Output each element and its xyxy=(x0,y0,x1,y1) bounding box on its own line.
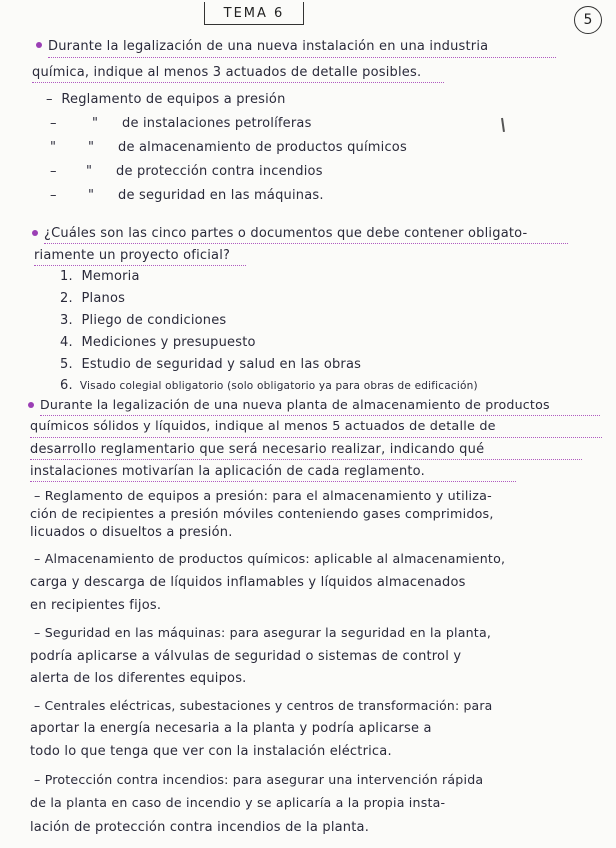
question-3-underline-2 xyxy=(30,437,602,438)
answer-3-line-2: podría aplicarse a válvulas de seguridad o sistemas de control y xyxy=(30,649,462,664)
answer-5-line-3: lación de protección contra incendios de la planta. xyxy=(30,820,370,835)
question-2-underline-2 xyxy=(34,265,246,266)
answer-2-line-3: en recipientes fijos. xyxy=(30,598,162,613)
answer-5-line-2: de la planta en caso de incendio y se aplicaría a la propia insta- xyxy=(30,795,446,810)
answer-3-line-3: alerta de los diferentes equipos. xyxy=(30,671,247,686)
pen-stroke-mark xyxy=(501,118,504,132)
question-1-underline-2 xyxy=(32,82,444,83)
q1-item-1-mark: – xyxy=(46,92,53,107)
q2-item-3-text: Pliego de condiciones xyxy=(81,313,227,328)
q1-item-4-text: de protección contra incendios xyxy=(116,164,323,179)
question-3-underline-4 xyxy=(30,481,516,482)
q1-item-4-ditto: " xyxy=(86,164,93,179)
page-number-badge: 5 xyxy=(574,6,602,34)
question-3-line-3: desarrollo reglamentario que será necesario realizar, indicando qué xyxy=(30,442,485,457)
q2-item-3 xyxy=(60,314,226,327)
answer-1-line-1: – Reglamento de equipos a presión: para el almacenamiento y utiliza- xyxy=(34,488,492,503)
q2-item-6-text: Visado colegial obligatorio (solo obligatorio ya para obras de edificación) xyxy=(79,380,478,392)
q2-item-1-num: 1. xyxy=(60,269,73,284)
question-3-line-4: instalaciones motivarían la aplicación de cada reglamento. xyxy=(30,464,425,479)
question-2-line-1: ¿Cuáles son las cinco partes o documentos que debe contener obligato- xyxy=(44,226,528,241)
question-3-underline-1 xyxy=(40,415,600,416)
q1-item-2-text: de instalaciones petrolíferas xyxy=(122,116,312,131)
q2-item-4 xyxy=(60,336,256,349)
q1-item-2-ditto: " xyxy=(92,116,99,131)
question-2-underline-1 xyxy=(44,243,568,244)
q1-item-2-mark: – xyxy=(50,116,57,131)
answer-4-line-3: todo lo que tenga que ver con la instalación eléctrica. xyxy=(30,744,392,759)
q1-item-3-mark: " xyxy=(50,140,57,155)
answer-1-line-2: ción de recipientes a presión móviles conteniendo gases comprimidos, xyxy=(30,506,494,521)
page-title: TEMA 6 xyxy=(204,2,304,25)
q2-item-5 xyxy=(60,358,361,371)
question-3-line-1: Durante la legalización de una nueva planta de almacenamiento de productos xyxy=(40,397,550,412)
q2-item-4-num: 4. xyxy=(60,335,73,350)
question-1-bullet xyxy=(36,42,42,48)
q2-item-2 xyxy=(60,292,125,305)
q1-item-3-ditto: " xyxy=(88,140,95,155)
answer-2-line-2: carga y descarga de líquidos inflamables y líquidos almacenados xyxy=(30,575,466,590)
q1-item-4-mark: – xyxy=(50,164,57,179)
question-3-line-2: químicos sólidos y líquidos, indique al menos 5 actuados de detalle de xyxy=(30,419,496,434)
question-1-underline-1 xyxy=(48,57,556,58)
question-1-line-2: química, indique al menos 3 actuados de detalle posibles. xyxy=(32,65,422,80)
q1-item-1-text: Reglamento de equipos a presión xyxy=(61,92,286,107)
question-2-bullet xyxy=(32,230,38,236)
answer-4-line-1: – Centrales eléctricas, subestaciones y centros de transformación: para xyxy=(34,698,493,713)
q1-item-1 xyxy=(46,93,286,106)
answer-4-line-2: aportar la energía necesaria a la planta y podría aplicarse a xyxy=(30,721,432,736)
answer-5-line-1: – Protección contra incendios: para asegurar una intervención rápida xyxy=(34,772,484,787)
question-3-underline-3 xyxy=(30,459,582,460)
q2-item-5-text: Estudio de seguridad y salud en las obras xyxy=(81,357,362,372)
q1-item-3-text: de almacenamiento de productos químicos xyxy=(118,140,407,155)
q2-item-3-num: 3. xyxy=(60,313,73,328)
answer-3-line-1: – Seguridad en las máquinas: para asegurar la seguridad en la planta, xyxy=(34,625,492,640)
q1-item-5-text: de seguridad en las máquinas. xyxy=(118,188,324,203)
q2-item-2-text: Planos xyxy=(81,291,126,306)
q2-item-1-text: Memoria xyxy=(81,269,140,284)
q1-item-5-ditto: " xyxy=(88,188,95,203)
question-2-line-2: riamente un proyecto oficial? xyxy=(34,248,231,263)
question-1-line-1: Durante la legalización de una nueva instalación en una industria xyxy=(48,39,489,54)
q2-item-4-text: Mediciones y presupuesto xyxy=(81,335,256,350)
q2-item-2-num: 2. xyxy=(60,291,73,306)
q2-item-1 xyxy=(60,270,140,283)
answer-1-line-3: licuados o disueltos a presión. xyxy=(30,525,233,540)
answer-2-line-1: – Almacenamiento de productos químicos: aplicable al almacenamiento, xyxy=(34,551,506,566)
q2-item-6 xyxy=(60,379,478,392)
q2-item-5-num: 5. xyxy=(60,357,73,372)
q2-item-6-num: 6. xyxy=(60,378,73,393)
q1-item-5-mark: – xyxy=(50,188,57,203)
question-3-bullet xyxy=(28,402,34,408)
